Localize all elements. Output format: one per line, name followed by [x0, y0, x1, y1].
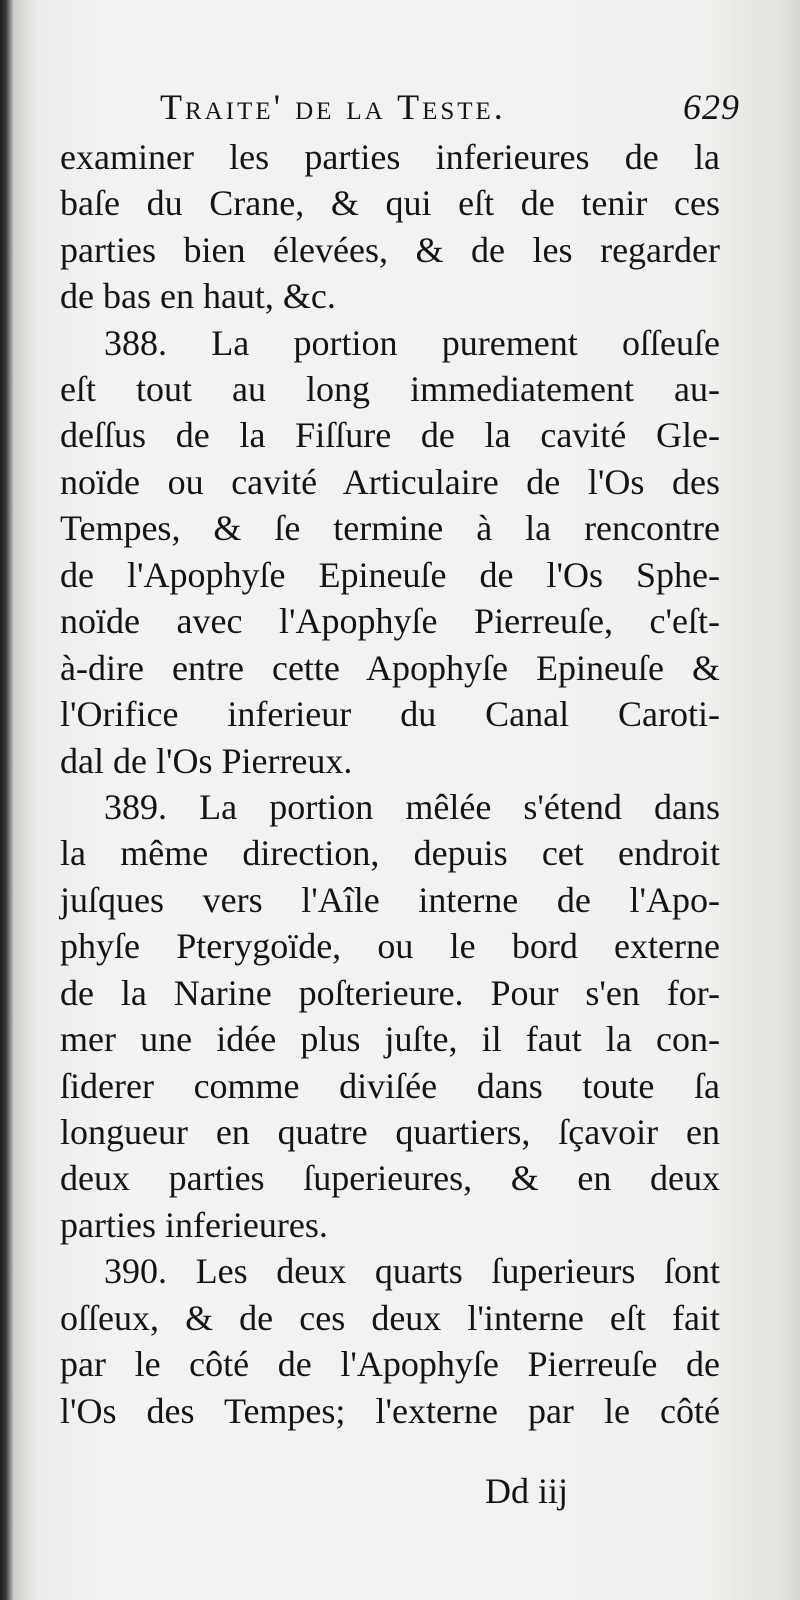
- text-line: de l'Apophyſe Epineuſe de l'Os Sphe-: [60, 555, 720, 595]
- text-line: phyſe Pterygoïde, ou le bord externe: [60, 926, 720, 966]
- signature-mark: Dd iij: [485, 1471, 569, 1511]
- text-line: de la Narine poſterieure. Pour s'en for-: [60, 973, 720, 1013]
- text-line: la même direction, depuis cet endroit: [60, 833, 720, 873]
- text-line: l'Os des Tempes; l'externe par le côté: [60, 1391, 720, 1431]
- text-line: à-dire entre cette Apophyſe Epineuſe &: [60, 648, 720, 688]
- text-line: mer une idée plus juſte, il faut la con-: [60, 1019, 720, 1059]
- text-line: l'Orifice inferieur du Canal Caroti-: [60, 694, 720, 734]
- text-line: dal de l'Os Pierreux.: [60, 741, 353, 781]
- text-line: ſiderer comme diviſée dans toute ſa: [60, 1066, 720, 1106]
- text-line: deux parties ſuperieures, & en deux: [60, 1158, 720, 1198]
- text-line: par le côté de l'Apophyſe Pierreuſe de: [60, 1344, 720, 1384]
- text-line: eſt tout au long immediatement au-: [60, 369, 720, 409]
- text-line: noïde ou cavité Articulaire de l'Os des: [60, 462, 720, 502]
- paragraph-390-start: 390. Les deux quarts ſuperieurs ſont: [104, 1251, 720, 1291]
- text-line: noïde avec l'Apophyſe Pierreuſe, c'eſt-: [60, 601, 720, 641]
- text-line: de bas en haut, &c.: [60, 276, 336, 316]
- text-line: baſe du Crane, & qui eſt de tenir ces: [60, 183, 720, 223]
- paragraph-388-start: 388. La portion purement oſſeuſe: [104, 323, 720, 363]
- text-line: parties bien élevées, & de les regarder: [60, 230, 720, 270]
- text-line: examiner les parties inferieures de la: [60, 137, 720, 177]
- text-line: oſſeux, & de ces deux l'interne eſt fait: [60, 1298, 720, 1338]
- running-title: Traite' de la Teste.: [160, 87, 506, 127]
- text-line: longueur en quatre quartiers, ſçavoir en: [60, 1112, 720, 1152]
- page-number: 629: [683, 87, 740, 127]
- text-line: deſſus de la Fiſſure de la cavité Gle-: [60, 415, 720, 455]
- text-line: juſques vers l'Aîle interne de l'Apo-: [60, 880, 720, 920]
- page-header: [160, 86, 740, 140]
- paragraph-389-start: 389. La portion mêlée s'étend dans: [104, 787, 720, 827]
- text-line: Tempes, & ſe termine à la rencontre: [60, 508, 720, 548]
- text-line: parties inferieures.: [60, 1205, 328, 1245]
